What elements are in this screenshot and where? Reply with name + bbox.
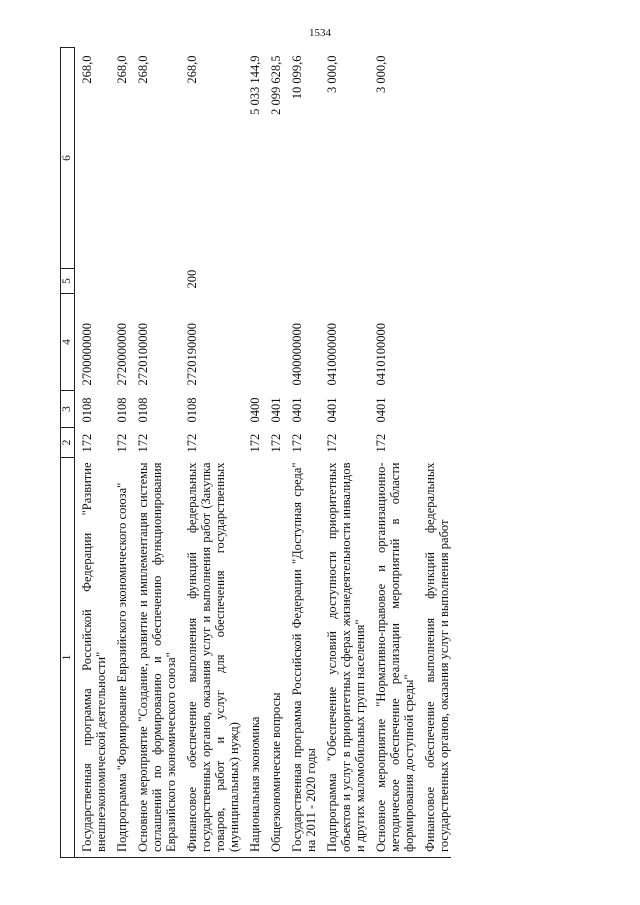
header-col-4: 4 xyxy=(61,294,75,391)
row-col-2: 172 xyxy=(269,433,283,453)
row-col-2: 172 xyxy=(248,433,262,453)
row-col-3: 0401 xyxy=(290,397,304,423)
row-name: Основное мероприятие "Создание, развитие и имплементация системы соглашений по формированию и обеспечению функционирования Евразийского экономического союза" xyxy=(131,458,180,858)
row-col-4 xyxy=(418,294,451,391)
row-col-4 xyxy=(243,294,264,391)
header-col-5: 5 xyxy=(61,269,75,294)
row-name: Подпрограмма "Обеспечение условий доступности приоритетных объектов и услуг в приоритетных сферах жизнедеятельности инвалидов и других маломобильных групп населения" xyxy=(320,458,369,858)
table-row xyxy=(75,48,111,858)
table-row xyxy=(285,48,320,858)
row-name: Государственная программа Российской Федерации "Доступная среда" на 2011 - 2020 годы xyxy=(285,458,320,858)
row-col-4: 0400000000 xyxy=(290,323,304,386)
row-col-2: 172 xyxy=(325,433,339,453)
row-name: Подпрограмма "Формирование Евразийского экономического союза" xyxy=(110,458,131,858)
table-row xyxy=(243,48,264,858)
row-col-6: 268,0 xyxy=(136,55,150,84)
header-col-6: 6 xyxy=(61,48,75,269)
row-col-6: 268,0 xyxy=(115,55,129,84)
row-name: Общеэкономические вопросы xyxy=(264,458,285,858)
row-col-5 xyxy=(75,269,111,294)
row-col-5 xyxy=(131,269,180,294)
table-row xyxy=(131,48,180,858)
row-col-6: 3 000,0 xyxy=(374,55,388,93)
row-col-6 xyxy=(418,48,451,269)
row-col-3: 0401 xyxy=(269,397,283,423)
header-col-2: 2 xyxy=(61,428,75,458)
row-col-4: 2720000000 xyxy=(115,323,129,386)
page-number: 1534 xyxy=(309,27,331,39)
header-row xyxy=(61,48,75,858)
row-col-2 xyxy=(418,428,451,458)
header-col-3: 3 xyxy=(61,391,75,428)
row-col-2: 172 xyxy=(80,433,94,453)
row-col-3: 0108 xyxy=(136,397,150,423)
row-col-3: 0400 xyxy=(248,397,262,423)
row-col-4: 2700000000 xyxy=(80,323,94,386)
budget-table xyxy=(60,47,451,858)
table-row xyxy=(110,48,131,858)
row-name: Государственная программа Российской Федерации "Развитие внешнеэкономической деятельности" xyxy=(75,458,111,858)
row-col-4: 2720190000 xyxy=(185,323,199,386)
row-col-4: 0410100000 xyxy=(374,323,388,386)
table-row xyxy=(264,48,285,858)
row-col-6: 3 000,0 xyxy=(325,55,339,93)
row-col-3: 0108 xyxy=(115,397,129,423)
row-col-5 xyxy=(243,269,264,294)
row-col-6: 268,0 xyxy=(80,55,94,84)
row-col-3 xyxy=(418,391,451,428)
row-col-5 xyxy=(418,269,451,294)
row-col-5: 200 xyxy=(185,269,199,289)
row-col-6: 268,0 xyxy=(185,55,199,84)
row-name: Финансовое обеспечение выполнения функций федеральных государственных органов, оказания услуг и выполнения работ (Закупка товаров, работ и услуг для обеспечения государственных (муниципальных) нужд) xyxy=(180,458,243,858)
row-col-2: 172 xyxy=(115,433,129,453)
table-row xyxy=(369,48,418,858)
row-col-2: 172 xyxy=(374,433,388,453)
table-row xyxy=(320,48,369,858)
row-col-4: 0410000000 xyxy=(325,323,339,386)
row-col-4 xyxy=(264,294,285,391)
row-col-6: 5 033 144,9 xyxy=(248,55,262,115)
row-col-3: 0108 xyxy=(185,397,199,423)
row-col-5 xyxy=(369,269,418,294)
row-col-2: 172 xyxy=(185,433,199,453)
row-name: Основное мероприятие "Нормативно-правовое и организационно-методическое обеспечение реализации мероприятий в области формирования доступной среды" xyxy=(369,458,418,858)
row-col-2: 172 xyxy=(290,433,304,453)
row-col-3: 0401 xyxy=(374,397,388,423)
row-name: Финансовое обеспечение выполнения функций федеральных государственных органов, оказания услуг и выполнения работ xyxy=(418,458,451,858)
table-row xyxy=(180,48,243,858)
row-col-6: 2 099 628,5 xyxy=(269,55,283,115)
row-col-5 xyxy=(285,269,320,294)
row-col-6: 10 099,6 xyxy=(290,55,304,100)
row-col-3: 0108 xyxy=(80,397,94,423)
row-col-5 xyxy=(110,269,131,294)
rotated-table-container xyxy=(60,48,570,858)
row-col-4: 2720100000 xyxy=(136,323,150,386)
row-col-5 xyxy=(320,269,369,294)
row-col-5 xyxy=(264,269,285,294)
table-row xyxy=(418,48,451,858)
row-col-2: 172 xyxy=(136,433,150,453)
header-col-1: 1 xyxy=(61,458,75,858)
row-name: Национальная экономика xyxy=(243,458,264,858)
row-col-3: 0401 xyxy=(325,397,339,423)
